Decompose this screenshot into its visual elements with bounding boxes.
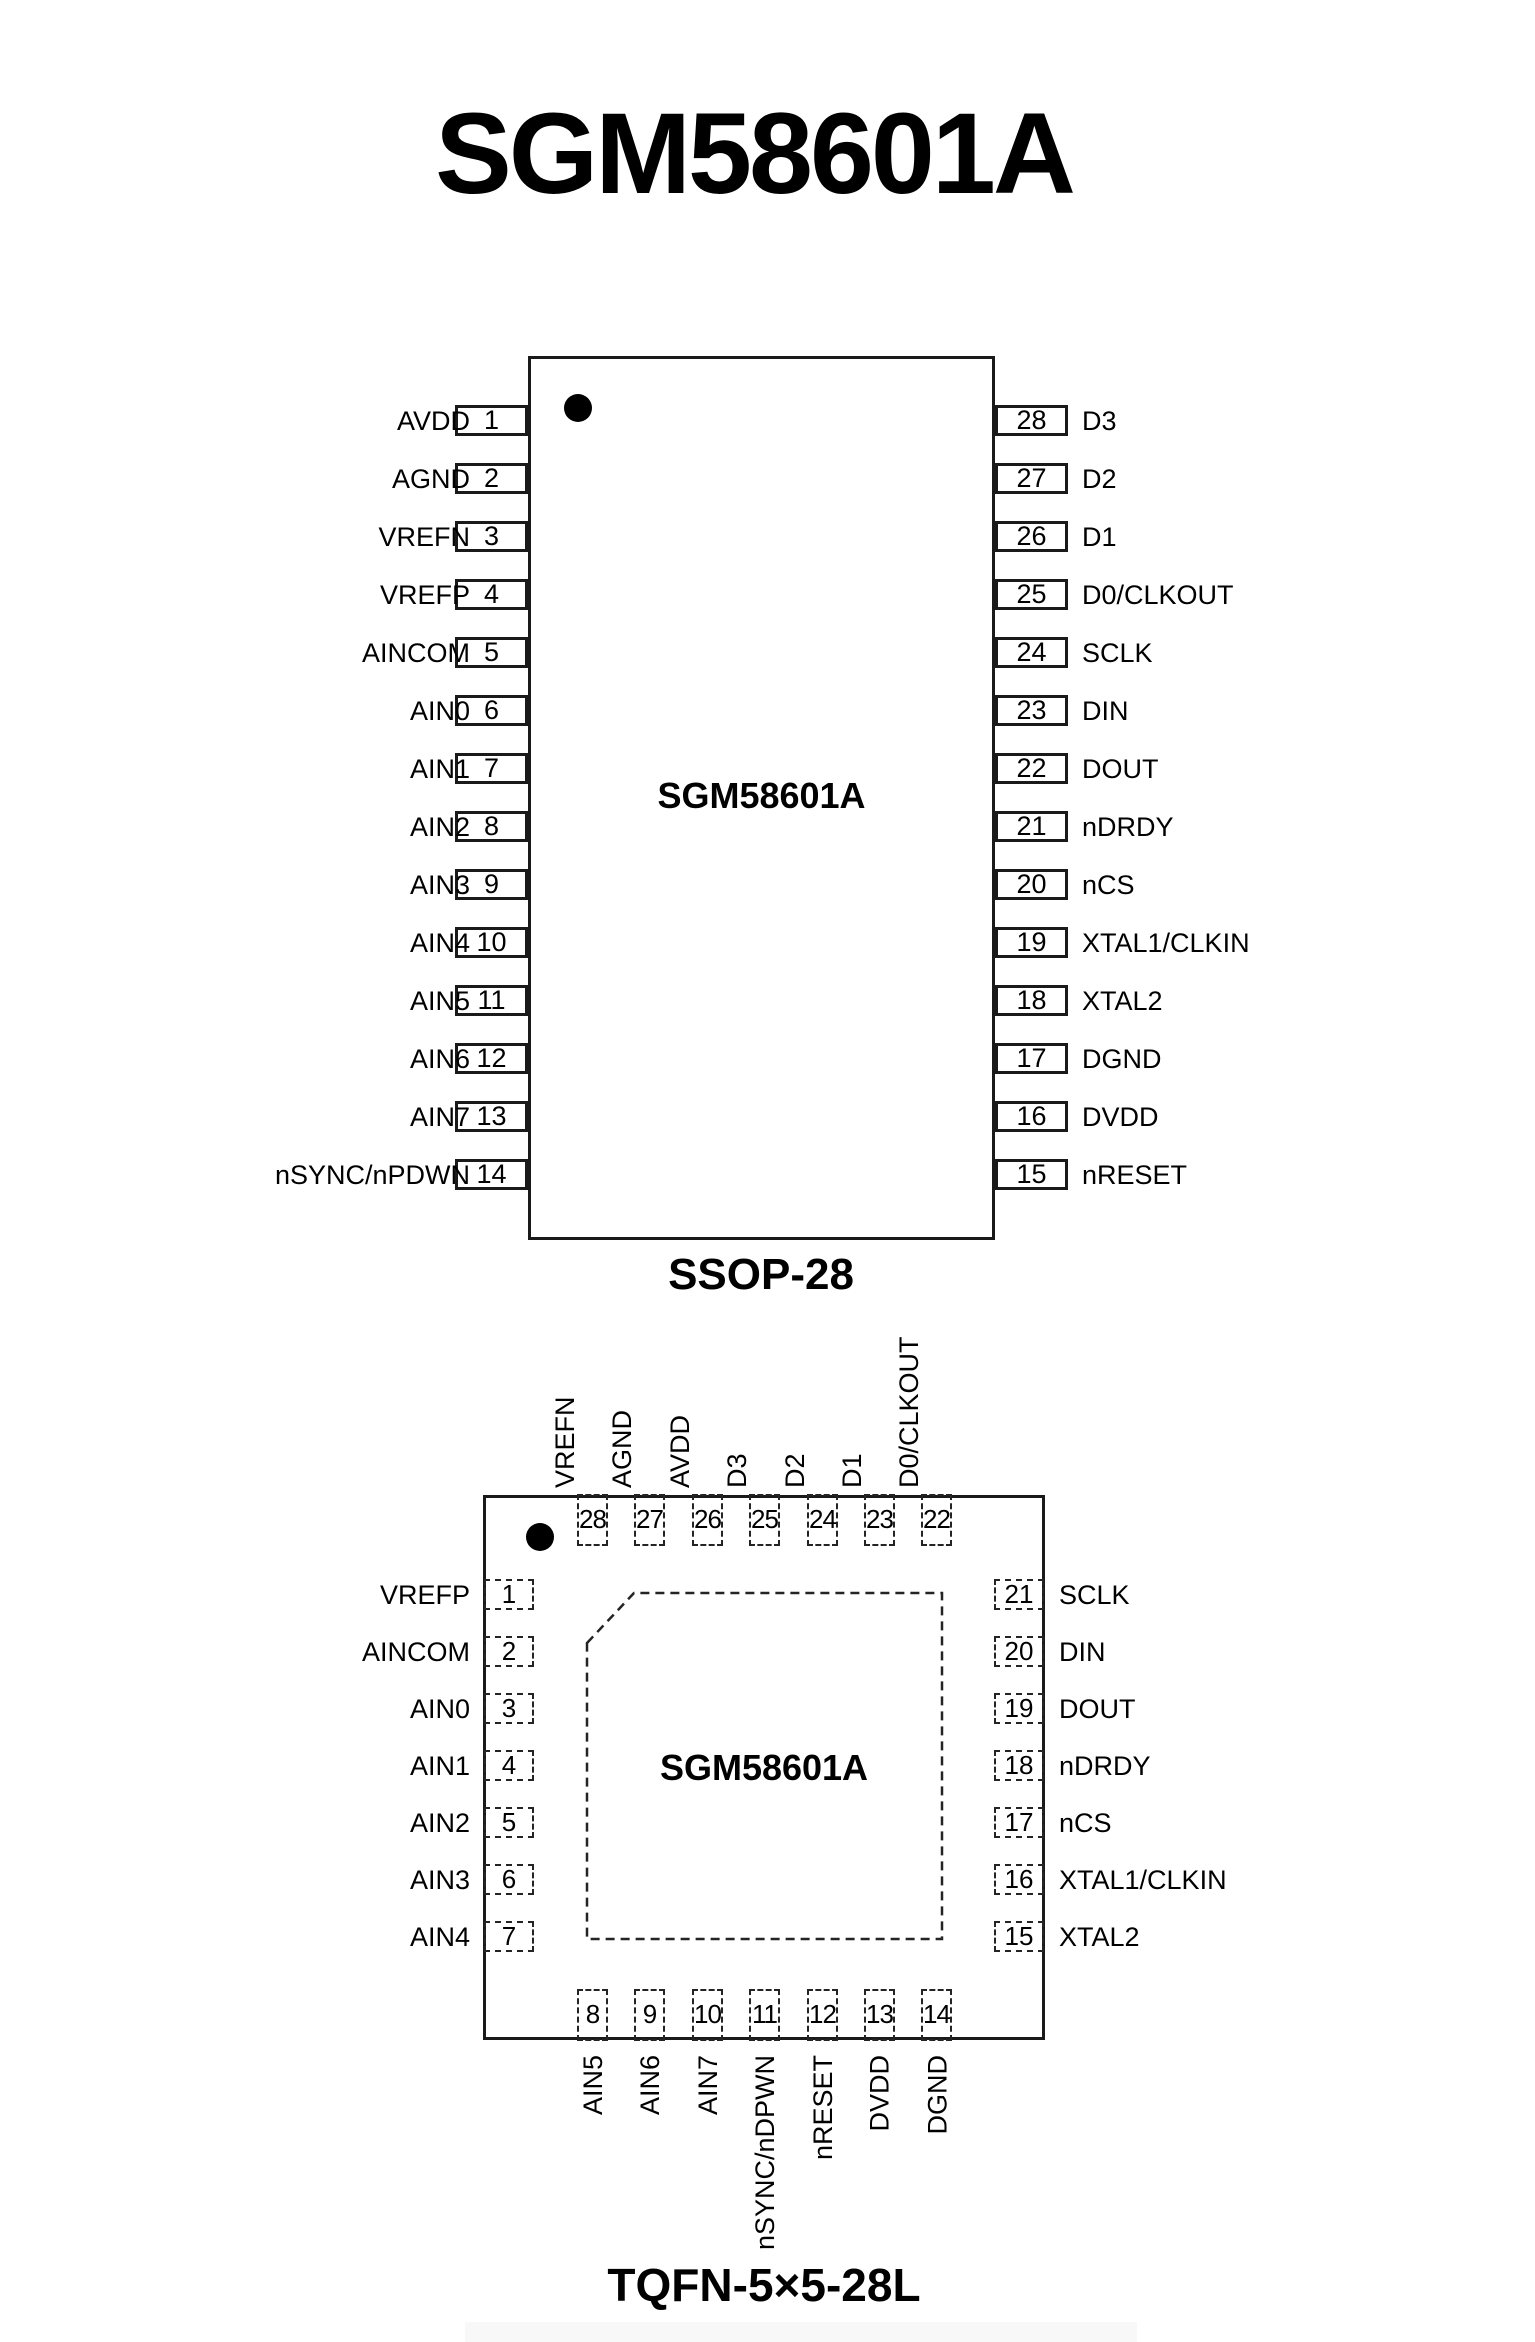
ssop-pin-label: nDRDY	[1082, 812, 1174, 842]
tqfn-pin-label: VREFP	[379, 1580, 470, 1610]
ssop-pin-number-box: 12	[455, 1043, 528, 1074]
tqfn-pin-number-box: 3	[484, 1693, 534, 1724]
page-edge-strip	[465, 2322, 1137, 2342]
tqfn-pin-number-box: 21	[994, 1579, 1044, 1610]
tqfn-pin-number-box: 25	[749, 1494, 780, 1546]
tqfn-pin-label: AIN5	[578, 2055, 608, 2116]
ssop-pin-label: VREFP	[379, 580, 470, 610]
tqfn-pin-label: D0/CLKOUT	[894, 1336, 924, 1488]
ssop-pin-label: D0/CLKOUT	[1082, 580, 1234, 610]
tqfn-pin-label: nSYNC/nDPWN	[750, 2055, 780, 2251]
tqfn-pin-number-box: 12	[807, 1989, 838, 2041]
tqfn-pin-label: D2	[780, 1453, 810, 1488]
ssop-package-caption: SSOP-28	[668, 1250, 854, 1299]
ssop-pin-label: AIN0	[409, 696, 470, 726]
ssop-pin-label: AIN4	[409, 928, 470, 958]
tqfn-pin-number-box: 14	[921, 1989, 952, 2041]
ssop-pin-number-box: 8	[455, 811, 528, 842]
ssop-pin-number-box: 17	[995, 1043, 1068, 1074]
tqfn-pin-number-box: 23	[864, 1494, 895, 1546]
ssop-pin-number-box: 18	[995, 985, 1068, 1016]
page-title: SGM58601A	[435, 90, 1073, 218]
ssop-pin-label: DOUT	[1082, 754, 1159, 784]
ssop-pin-label: DVDD	[1082, 1102, 1159, 1132]
tqfn-pin-label: AIN2	[409, 1808, 470, 1838]
ssop-pin-number-box: 6	[455, 695, 528, 726]
ssop-pin-number-box: 24	[995, 637, 1068, 668]
ssop-pin-label: AINCOM	[362, 638, 470, 668]
tqfn-pin-label: DOUT	[1059, 1694, 1136, 1724]
ssop-pin-number-box: 19	[995, 927, 1068, 958]
ssop-pin-number-box: 11	[455, 985, 528, 1016]
tqfn-pin-number-box: 6	[484, 1864, 534, 1895]
ssop-pin-label: AIN7	[409, 1102, 470, 1132]
ssop-pin-number-box: 5	[455, 637, 528, 668]
ssop-chip-label: SGM58601A	[657, 775, 866, 816]
tqfn-pin-number-box: 13	[864, 1989, 895, 2041]
ssop-pin-number-box: 23	[995, 695, 1068, 726]
tqfn-pin-label: DGND	[922, 2055, 952, 2135]
tqfn-pin-label: AGND	[607, 1409, 637, 1488]
tqfn-pin-number-box: 22	[921, 1494, 952, 1546]
ssop-pin-number-box: 1	[455, 405, 528, 436]
tqfn-pin-number-box: 26	[692, 1494, 723, 1546]
tqfn-pin-number-box: 27	[634, 1494, 665, 1546]
ssop-pin-number-box: 20	[995, 869, 1068, 900]
ssop-pin-number-box: 10	[455, 927, 528, 958]
ssop-pin-label: D1	[1082, 522, 1117, 552]
tqfn-pin-number-box: 28	[577, 1494, 608, 1546]
ssop-pin-label: nSYNC/nPDWN	[274, 1160, 470, 1190]
tqfn-pin-label: VREFN	[550, 1396, 580, 1488]
tqfn-pin-label: SCLK	[1059, 1580, 1130, 1610]
tqfn-pin-label: XTAL2	[1059, 1922, 1140, 1952]
ssop-pin-number-box: 27	[995, 463, 1068, 494]
ssop-pin-label: AIN3	[409, 870, 470, 900]
tqfn-pin-label: D3	[722, 1453, 752, 1488]
tqfn-pin-label: nRESET	[808, 2055, 838, 2161]
tqfn-pin-number-box: 24	[807, 1494, 838, 1546]
tqfn-pin-label: XTAL1/CLKIN	[1059, 1865, 1227, 1895]
tqfn-pin-label: D1	[837, 1453, 867, 1488]
tqfn-pin-number-box: 15	[994, 1921, 1044, 1952]
ssop-pin-number-box: 21	[995, 811, 1068, 842]
tqfn-pin-number-box: 9	[634, 1989, 665, 2041]
tqfn-pin-label: nDRDY	[1059, 1751, 1151, 1781]
tqfn-pin-number-box: 5	[484, 1807, 534, 1838]
ssop-pin-label: AIN5	[409, 986, 470, 1016]
tqfn-pin-number-box: 8	[577, 1989, 608, 2041]
tqfn-pin-number-box: 1	[484, 1579, 534, 1610]
ssop-pin-number-box: 28	[995, 405, 1068, 436]
tqfn-pin-label: AIN1	[409, 1751, 470, 1781]
tqfn-pin-label: AIN0	[409, 1694, 470, 1724]
tqfn-pin-number-box: 16	[994, 1864, 1044, 1895]
ssop-pin-number-box: 25	[995, 579, 1068, 610]
tqfn-pin-label: AIN4	[409, 1922, 470, 1952]
tqfn-pin-label: AINCOM	[362, 1637, 470, 1667]
ssop-pin-number-box: 7	[455, 753, 528, 784]
ssop-pin-number-box: 26	[995, 521, 1068, 552]
tqfn-pin-number-box: 20	[994, 1636, 1044, 1667]
tqfn-pin-label: DIN	[1059, 1637, 1106, 1667]
ssop-pin-label: AIN1	[409, 754, 470, 784]
tqfn-pin-number-box: 11	[749, 1989, 780, 2041]
tqfn-pin-number-box: 4	[484, 1750, 534, 1781]
tqfn-pin-label: AIN7	[693, 2055, 723, 2116]
tqfn-pin-label: AVDD	[665, 1414, 695, 1488]
tqfn-pin1-indicator-dot	[526, 1523, 554, 1551]
ssop-pin-number-box: 22	[995, 753, 1068, 784]
ssop-pin-label: VREFN	[378, 522, 470, 552]
ssop-pin-label: DGND	[1082, 1044, 1162, 1074]
tqfn-pin-label: AIN6	[635, 2055, 665, 2116]
tqfn-pin-number-box: 18	[994, 1750, 1044, 1781]
ssop-pin-label: AVDD	[396, 406, 470, 436]
tqfn-pin-label: AIN3	[409, 1865, 470, 1895]
ssop-pin-label: XTAL2	[1082, 986, 1163, 1016]
ssop-pin-label: nCS	[1082, 870, 1135, 900]
ssop-pin-label: AGND	[391, 464, 470, 494]
ssop-pin-label: AIN6	[409, 1044, 470, 1074]
tqfn-pin-number-box: 7	[484, 1921, 534, 1952]
ssop-pin-label: SCLK	[1082, 638, 1153, 668]
tqfn-chip-label: SGM58601A	[659, 1747, 869, 1788]
tqfn-pin-number-box: 10	[692, 1989, 723, 2041]
ssop-pin-number-box: 15	[995, 1159, 1068, 1190]
ssop-pin-label: nRESET	[1082, 1160, 1188, 1190]
tqfn-package-caption: TQFN-5×5-28L	[607, 2259, 921, 2311]
ssop-pin-label: DIN	[1082, 696, 1129, 726]
ssop-pin-label: XTAL1/CLKIN	[1082, 928, 1250, 958]
ssop-pin-number-box: 16	[995, 1101, 1068, 1132]
tqfn-pin-number-box: 19	[994, 1693, 1044, 1724]
tqfn-pin-number-box: 2	[484, 1636, 534, 1667]
ssop-pin-number-box: 14	[455, 1159, 528, 1190]
ssop-pin1-indicator-dot	[564, 394, 592, 422]
tqfn-pin-number-box: 17	[994, 1807, 1044, 1838]
tqfn-pin-label: nCS	[1059, 1808, 1112, 1838]
ssop-pin-label: AIN2	[409, 812, 470, 842]
ssop-pin-number-box: 9	[455, 869, 528, 900]
ssop-pin-label: D2	[1082, 464, 1117, 494]
ssop-pin-number-box: 2	[455, 463, 528, 494]
tqfn-pin-label: DVDD	[865, 2055, 895, 2132]
ssop-pin-number-box: 3	[455, 521, 528, 552]
ssop-pin-label: D3	[1082, 406, 1117, 436]
ssop-pin-number-box: 4	[455, 579, 528, 610]
ssop-pin-number-box: 13	[455, 1101, 528, 1132]
